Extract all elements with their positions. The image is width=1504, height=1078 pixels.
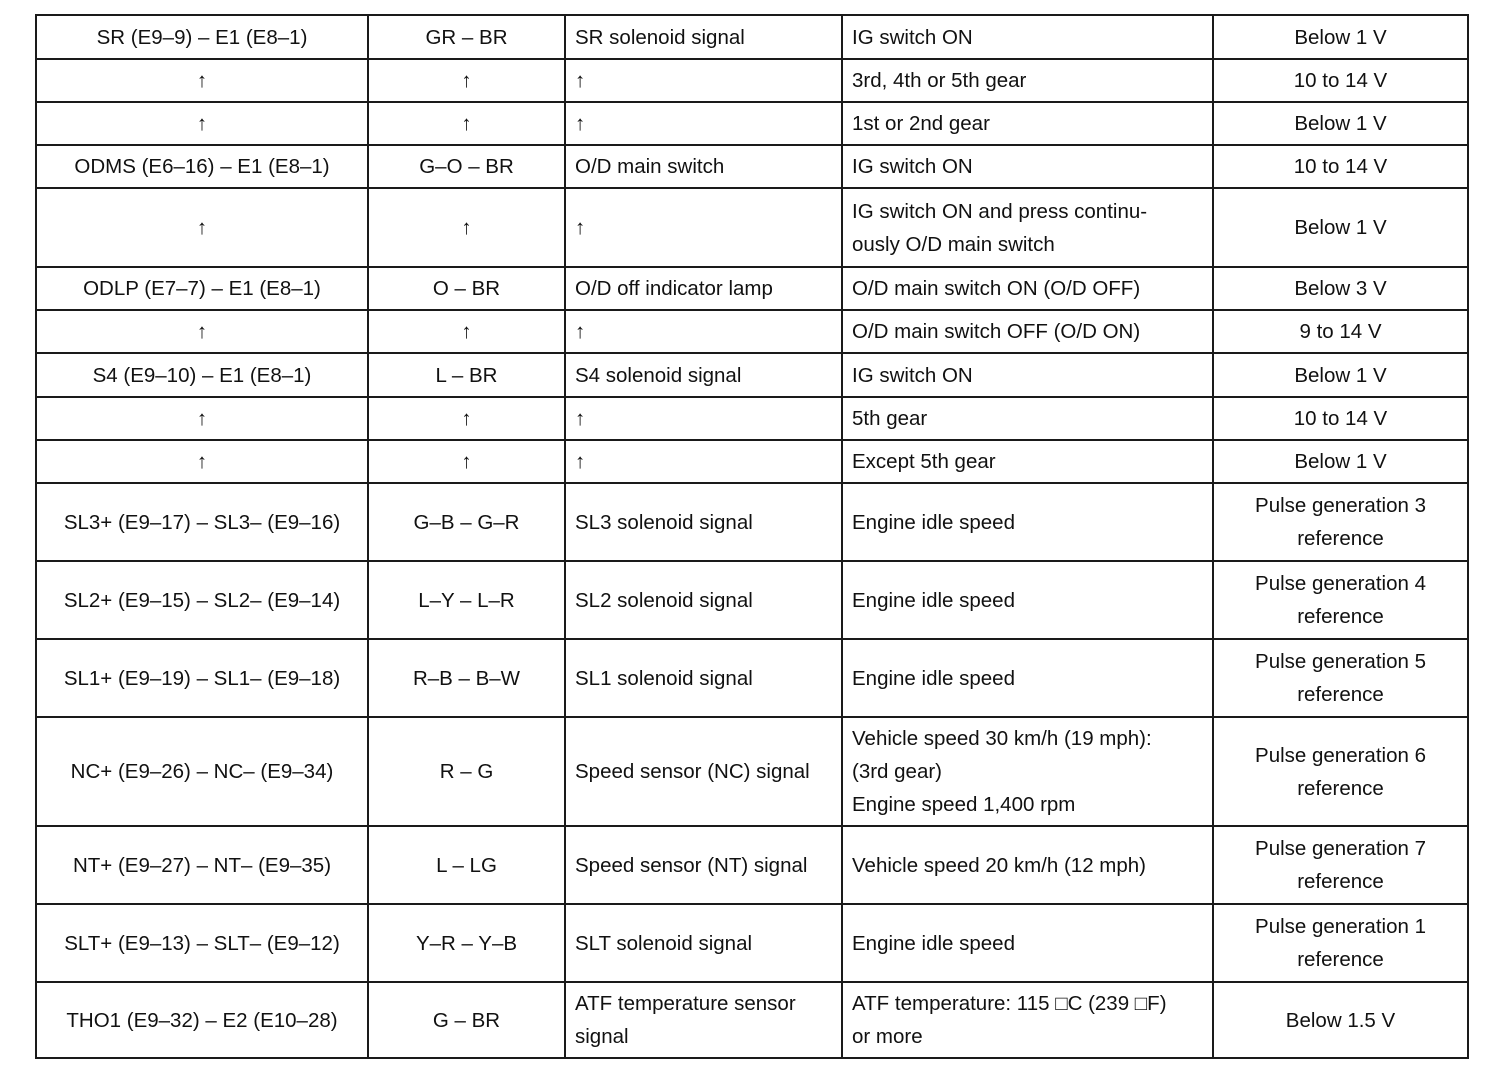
wiring-color-cell: GR – BR	[368, 15, 565, 59]
wiring-color-cell: L – BR	[368, 353, 565, 397]
terminal-cell: SL3+ (E9–17) – SL3– (E9–16)	[36, 483, 368, 561]
table-row	[36, 982, 1468, 1058]
terminal-cell: SR (E9–9) – E1 (E8–1)	[36, 15, 368, 59]
description-cell: S4 solenoid signal	[565, 353, 842, 397]
terminal-cell: ↑	[36, 59, 368, 102]
table-row	[36, 440, 1468, 483]
specified-value-cell: Below 1 V	[1213, 188, 1468, 267]
description-cell: ↑	[565, 188, 842, 267]
specified-value-cell: Below 1 V	[1213, 102, 1468, 145]
table-row	[36, 188, 1468, 267]
table-row	[36, 639, 1468, 717]
wiring-color-cell: ↑	[368, 310, 565, 353]
terminal-cell: S4 (E9–10) – E1 (E8–1)	[36, 353, 368, 397]
table-row	[36, 15, 1468, 59]
description-cell: ↑	[565, 310, 842, 353]
condition-cell: 5th gear	[842, 397, 1213, 440]
terminal-cell: SLT+ (E9–13) – SLT– (E9–12)	[36, 904, 368, 982]
wiring-color-cell: ↑	[368, 440, 565, 483]
specified-value-cell: Below 3 V	[1213, 267, 1468, 310]
table-row	[36, 483, 1468, 561]
table-row	[36, 102, 1468, 145]
specified-value-cell: Pulse generation 6 reference	[1213, 717, 1468, 826]
description-cell: SR solenoid signal	[565, 15, 842, 59]
wiring-color-cell: O – BR	[368, 267, 565, 310]
condition-cell: 1st or 2nd gear	[842, 102, 1213, 145]
condition-cell: Vehicle speed 30 km/h (19 mph): (3rd gear) Engine speed 1,400 rpm	[842, 717, 1213, 826]
description-cell: O/D off indicator lamp	[565, 267, 842, 310]
wiring-color-cell: ↑	[368, 59, 565, 102]
condition-cell: Engine idle speed	[842, 639, 1213, 717]
specified-value-cell: 10 to 14 V	[1213, 145, 1468, 188]
wiring-color-cell: ↑	[368, 188, 565, 267]
description-cell: ATF temperature sensor signal	[565, 982, 842, 1058]
description-cell: SL2 solenoid signal	[565, 561, 842, 639]
wiring-color-cell: Y–R – Y–B	[368, 904, 565, 982]
description-cell: Speed sensor (NT) signal	[565, 826, 842, 904]
terminal-cell: THO1 (E9–32) – E2 (E10–28)	[36, 982, 368, 1058]
description-cell: O/D main switch	[565, 145, 842, 188]
table-row	[36, 267, 1468, 310]
condition-cell: ATF temperature: 115 □C (239 □F) or more	[842, 982, 1213, 1058]
specified-value-cell: Pulse generation 4 reference	[1213, 561, 1468, 639]
specified-value-cell: Below 1 V	[1213, 15, 1468, 59]
table-row	[36, 353, 1468, 397]
condition-cell: 3rd, 4th or 5th gear	[842, 59, 1213, 102]
specified-value-cell: 9 to 14 V	[1213, 310, 1468, 353]
condition-cell: Engine idle speed	[842, 483, 1213, 561]
wiring-color-cell: ↑	[368, 397, 565, 440]
terminal-cell: NC+ (E9–26) – NC– (E9–34)	[36, 717, 368, 826]
description-cell: ↑	[565, 59, 842, 102]
terminal-cell: ↑	[36, 397, 368, 440]
condition-cell: IG switch ON	[842, 15, 1213, 59]
terminal-cell: NT+ (E9–27) – NT– (E9–35)	[36, 826, 368, 904]
condition-cell: IG switch ON and press continu- ously O/D main switch	[842, 188, 1213, 267]
specified-value-cell: 10 to 14 V	[1213, 397, 1468, 440]
condition-cell: Engine idle speed	[842, 561, 1213, 639]
specified-value-cell: Below 1 V	[1213, 353, 1468, 397]
specified-value-cell: Pulse generation 3 reference	[1213, 483, 1468, 561]
specified-value-cell: 10 to 14 V	[1213, 59, 1468, 102]
table-row	[36, 561, 1468, 639]
terminal-spec-table	[35, 14, 1469, 1059]
specified-value-cell: Below 1 V	[1213, 440, 1468, 483]
table-row	[36, 145, 1468, 188]
terminal-cell: ODMS (E6–16) – E1 (E8–1)	[36, 145, 368, 188]
specified-value-cell: Pulse generation 5 reference	[1213, 639, 1468, 717]
description-cell: ↑	[565, 440, 842, 483]
wiring-color-cell: G–O – BR	[368, 145, 565, 188]
table-row	[36, 717, 1468, 826]
condition-cell: IG switch ON	[842, 353, 1213, 397]
condition-cell: Engine idle speed	[842, 904, 1213, 982]
table-row	[36, 397, 1468, 440]
specified-value-cell: Pulse generation 1 reference	[1213, 904, 1468, 982]
terminal-cell: ODLP (E7–7) – E1 (E8–1)	[36, 267, 368, 310]
description-cell: ↑	[565, 102, 842, 145]
wiring-color-cell: G–B – G–R	[368, 483, 565, 561]
specified-value-cell: Pulse generation 7 reference	[1213, 826, 1468, 904]
table-row	[36, 310, 1468, 353]
description-cell: ↑	[565, 397, 842, 440]
condition-cell: O/D main switch OFF (O/D ON)	[842, 310, 1213, 353]
wiring-color-cell: R – G	[368, 717, 565, 826]
description-cell: SLT solenoid signal	[565, 904, 842, 982]
terminal-cell: SL1+ (E9–19) – SL1– (E9–18)	[36, 639, 368, 717]
wiring-color-cell: L – LG	[368, 826, 565, 904]
condition-cell: Except 5th gear	[842, 440, 1213, 483]
table-row	[36, 826, 1468, 904]
description-cell: SL3 solenoid signal	[565, 483, 842, 561]
condition-cell: Vehicle speed 20 km/h (12 mph)	[842, 826, 1213, 904]
specified-value-cell: Below 1.5 V	[1213, 982, 1468, 1058]
condition-cell: O/D main switch ON (O/D OFF)	[842, 267, 1213, 310]
terminal-cell: ↑	[36, 102, 368, 145]
terminal-cell: ↑	[36, 310, 368, 353]
terminal-cell: SL2+ (E9–15) – SL2– (E9–14)	[36, 561, 368, 639]
wiring-color-cell: ↑	[368, 102, 565, 145]
wiring-color-cell: G – BR	[368, 982, 565, 1058]
table-row	[36, 904, 1468, 982]
wiring-color-cell: R–B – B–W	[368, 639, 565, 717]
condition-cell: IG switch ON	[842, 145, 1213, 188]
description-cell: Speed sensor (NC) signal	[565, 717, 842, 826]
table-body	[36, 15, 1468, 1058]
description-cell: SL1 solenoid signal	[565, 639, 842, 717]
wiring-color-cell: L–Y – L–R	[368, 561, 565, 639]
table-row	[36, 59, 1468, 102]
terminal-cell: ↑	[36, 188, 368, 267]
terminal-cell: ↑	[36, 440, 368, 483]
